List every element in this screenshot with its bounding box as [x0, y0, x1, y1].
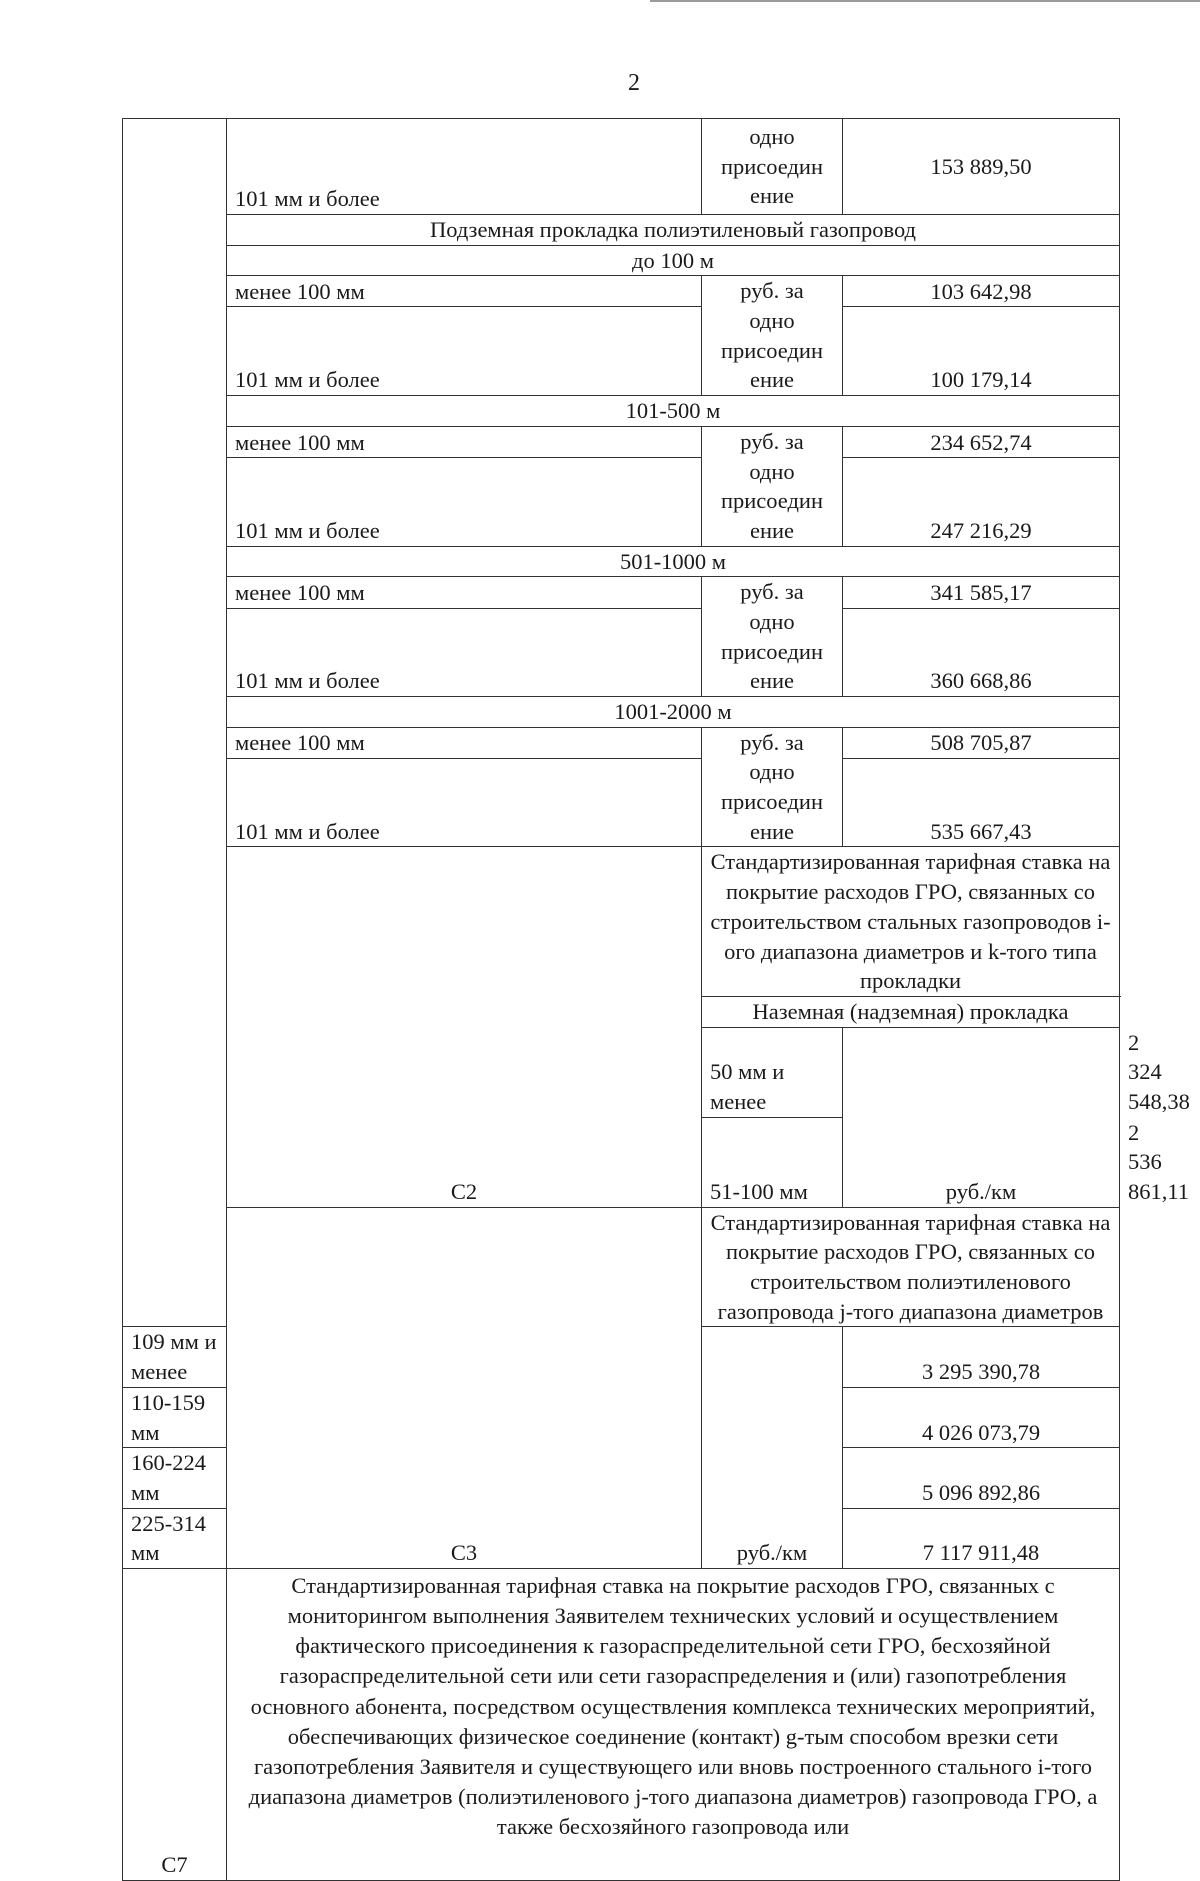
tariff-value: 5 096 892,86 [843, 1448, 1120, 1508]
size-label: 101 мм и более [227, 608, 702, 696]
c2-title: Стандартизированная тарифная ставка на покрытие расходов ГРО, связанных со строительством стальных газопроводов i-ого диапазона диаметров и k-того типа прокладки [702, 847, 1120, 996]
tariff-value: 103 642,98 [843, 276, 1120, 307]
table-row [123, 307, 1120, 396]
unit-label: руб./км [702, 1327, 843, 1569]
row-code-cell [123, 119, 227, 1327]
range-row [123, 396, 1120, 427]
table-row: 51-100 мм 2 536 861,11 [123, 1117, 1120, 1207]
c2-subtitle: Наземная (надземная) прокладка [702, 996, 1120, 1027]
table-row [123, 426, 1120, 457]
unit-label: одно присоедин ение [702, 119, 843, 215]
table-row [123, 276, 1120, 307]
unit-label [702, 276, 843, 396]
unit-label [702, 727, 843, 847]
unit-bottom: одно присоедин ение [720, 759, 824, 844]
tariff-table [122, 118, 1190, 1881]
unit-top: руб. за [740, 579, 804, 605]
table-row [123, 458, 1120, 546]
size-label: менее 100 мм [227, 426, 702, 457]
row-code-cell: С7 [123, 1568, 227, 1880]
size-label: менее 100 мм [227, 577, 702, 608]
row-code-cell: С2 [227, 847, 702, 1207]
range-label: 501-1000 м [227, 546, 1120, 577]
table-row [123, 759, 1120, 847]
unit-top: руб. за [740, 278, 804, 304]
scan-top-edge [650, 0, 1200, 2]
unit-bottom: одно присоедин ение [720, 608, 824, 694]
c3-title-row [123, 1207, 1120, 1327]
size-label: менее 100 мм [227, 276, 702, 307]
table-row [123, 608, 1120, 696]
range-row [123, 697, 1120, 728]
tariff-value: 7 117 911,48 [843, 1508, 1120, 1568]
table-row [123, 577, 1120, 608]
size-label: 101 мм и более [227, 307, 702, 396]
tariff-value: 153 889,50 [843, 119, 1120, 215]
tariff-value: 100 179,14 [843, 307, 1120, 396]
tariff-value: 3 295 390,78 [843, 1327, 1120, 1387]
tariff-value: 535 667,43 [843, 759, 1120, 847]
row-code-cell: С3 [227, 1207, 702, 1568]
c7-row [123, 1568, 1120, 1880]
table-row: 50 мм и менее руб./км 2 324 548,38 [123, 1027, 1120, 1117]
unit-top: руб. за [740, 729, 804, 755]
page-number: 2 [628, 70, 640, 96]
tariff-value: 508 705,87 [843, 727, 1120, 758]
tariff-value: 234 652,74 [843, 426, 1120, 457]
table-row [123, 727, 1120, 758]
c7-text: Стандартизированная тарифная ставка на покрытие расходов ГРО, связанных с мониторингом выполнения Заявителем технических условий и осуществлением фактического присоединения к газораспределительной сети ГРО, бесхозяйной газораспределительной сети или сети газораспределения и (или) газопотребления основного абонента, посредством осуществления комплекса технических мероприятий, обеспечивающих физическое соединение (контакт) g-тым способом врезки сети газопотребления Заявителя и существующего или вновь построенного стального i-того диапазона диаметров (полиэтиленового j-того диапазона диаметров) газопровода ГРО, а также бесхозяйного газопровода или [227, 1568, 1120, 1880]
range-label: до 100 м [227, 245, 1120, 276]
size-label: 110-159 мм [123, 1387, 227, 1447]
size-label: 101 мм и более [227, 458, 702, 546]
size-label: 225-314 мм [123, 1508, 227, 1568]
range-label: 101-500 м [227, 396, 1120, 427]
size-label: 101 мм и более [227, 119, 702, 215]
size-label: 109 мм и менее [123, 1327, 227, 1387]
c3-title: Стандартизированная тарифная ставка на покрытие расходов ГРО, связанных со строительством полиэтиленового газопровода j-того диапазона диаметров [702, 1207, 1120, 1327]
tariff-value: 360 668,86 [843, 608, 1120, 696]
unit-label: руб./км [843, 1027, 1120, 1207]
tariff-value: 4 026 073,79 [843, 1387, 1120, 1447]
size-label: менее 100 мм [227, 727, 702, 758]
size-label: 51-100 мм [702, 1117, 843, 1207]
section-title-row [123, 215, 1120, 246]
range-label: 1001-2000 м [227, 697, 1120, 728]
size-label: 160-224 мм [123, 1448, 227, 1508]
size-label: 101 мм и более [227, 759, 702, 847]
unit-bottom: одно присоедин ение [720, 458, 824, 543]
tariff-value: 341 585,17 [843, 577, 1120, 608]
section-title: Подземная прокладка полиэтиленовый газопровод [227, 215, 1120, 246]
unit-top: руб. за [740, 428, 804, 454]
c2-title-row [123, 847, 1120, 996]
table-row [123, 119, 1120, 215]
range-row [123, 245, 1120, 276]
tariff-value: 247 216,29 [843, 458, 1120, 546]
unit-label [702, 426, 843, 546]
unit-label [702, 577, 843, 697]
size-label: 50 мм и менее [702, 1027, 843, 1117]
range-row [123, 546, 1120, 577]
unit-bottom: одно присоедин ение [720, 308, 824, 393]
